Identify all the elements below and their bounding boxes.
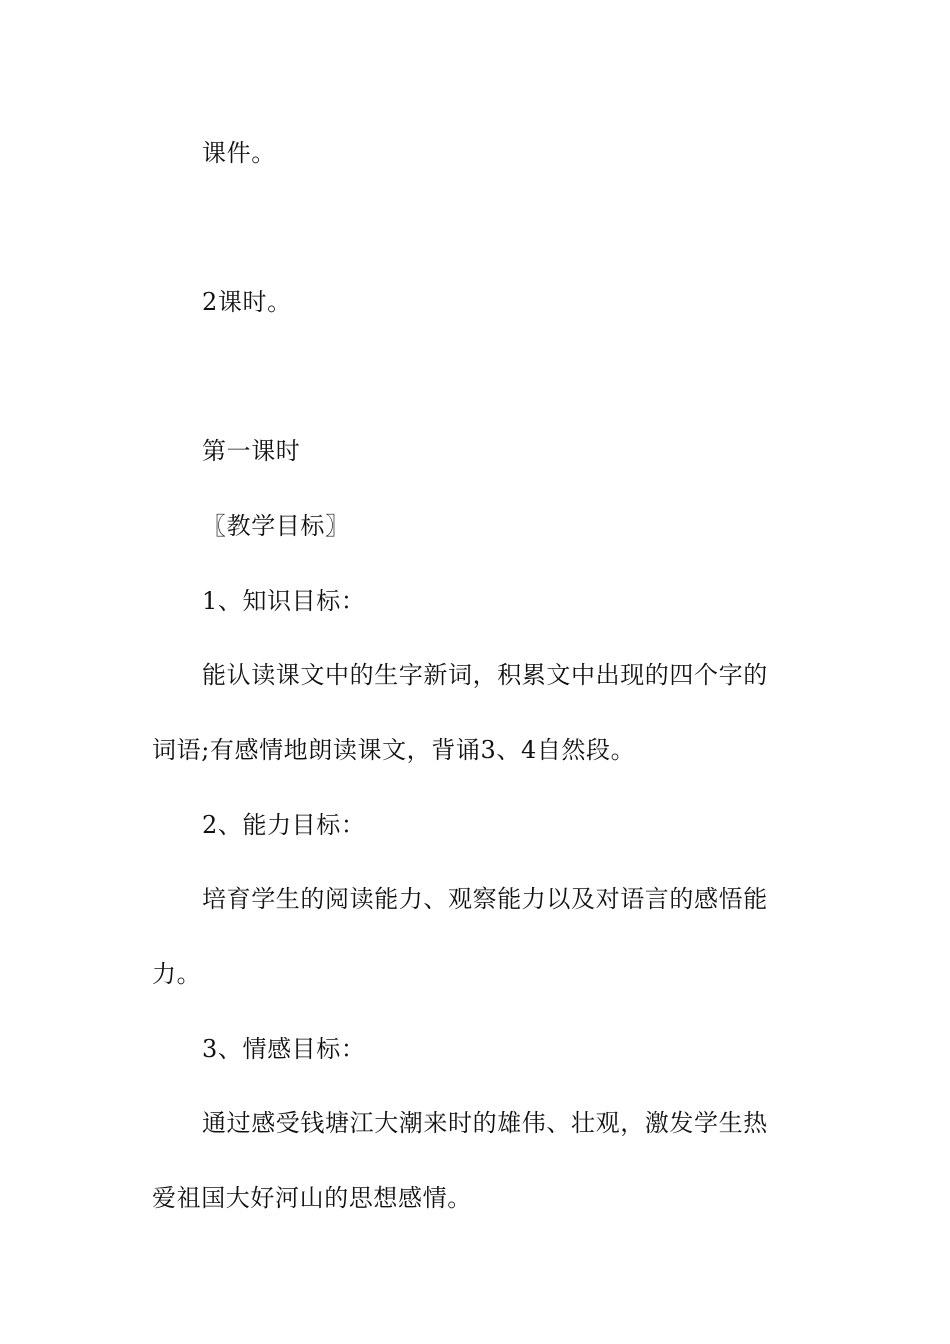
knowledge-objective-text-line-1: 能认读课文中的生字新词，积累文中出现的四个字的 [202,661,768,689]
emotion-objective-text-line-2: 爱祖国大好河山的思想感情。 [152,1184,472,1212]
objective-heading-ability: 2、能力目标： [202,811,366,839]
ability-objective-text-line-2: 力。 [152,960,202,988]
emotion-objective-text-line-1: 通过感受钱塘江大潮来时的雄伟、壮观，激发学生热 [202,1109,768,1137]
section-heading-first-lesson: 第一课时 [202,437,301,465]
ability-objective-text-line-1: 培育学生的阅读能力、观察能力以及对语言的感悟能 [202,885,768,913]
knowledge-objective-text-line-2: 词语;有感情地朗读课文，背诵3、4自然段。 [152,736,636,764]
section-heading-teaching-objectives: 〖教学目标〗 [202,512,350,540]
paragraph-class-hours: 2课时。 [202,288,292,316]
paragraph-courseware: 课件。 [202,139,276,167]
objective-heading-emotion: 3、情感目标： [202,1035,366,1063]
objective-heading-knowledge: 1、知识目标： [202,587,366,615]
